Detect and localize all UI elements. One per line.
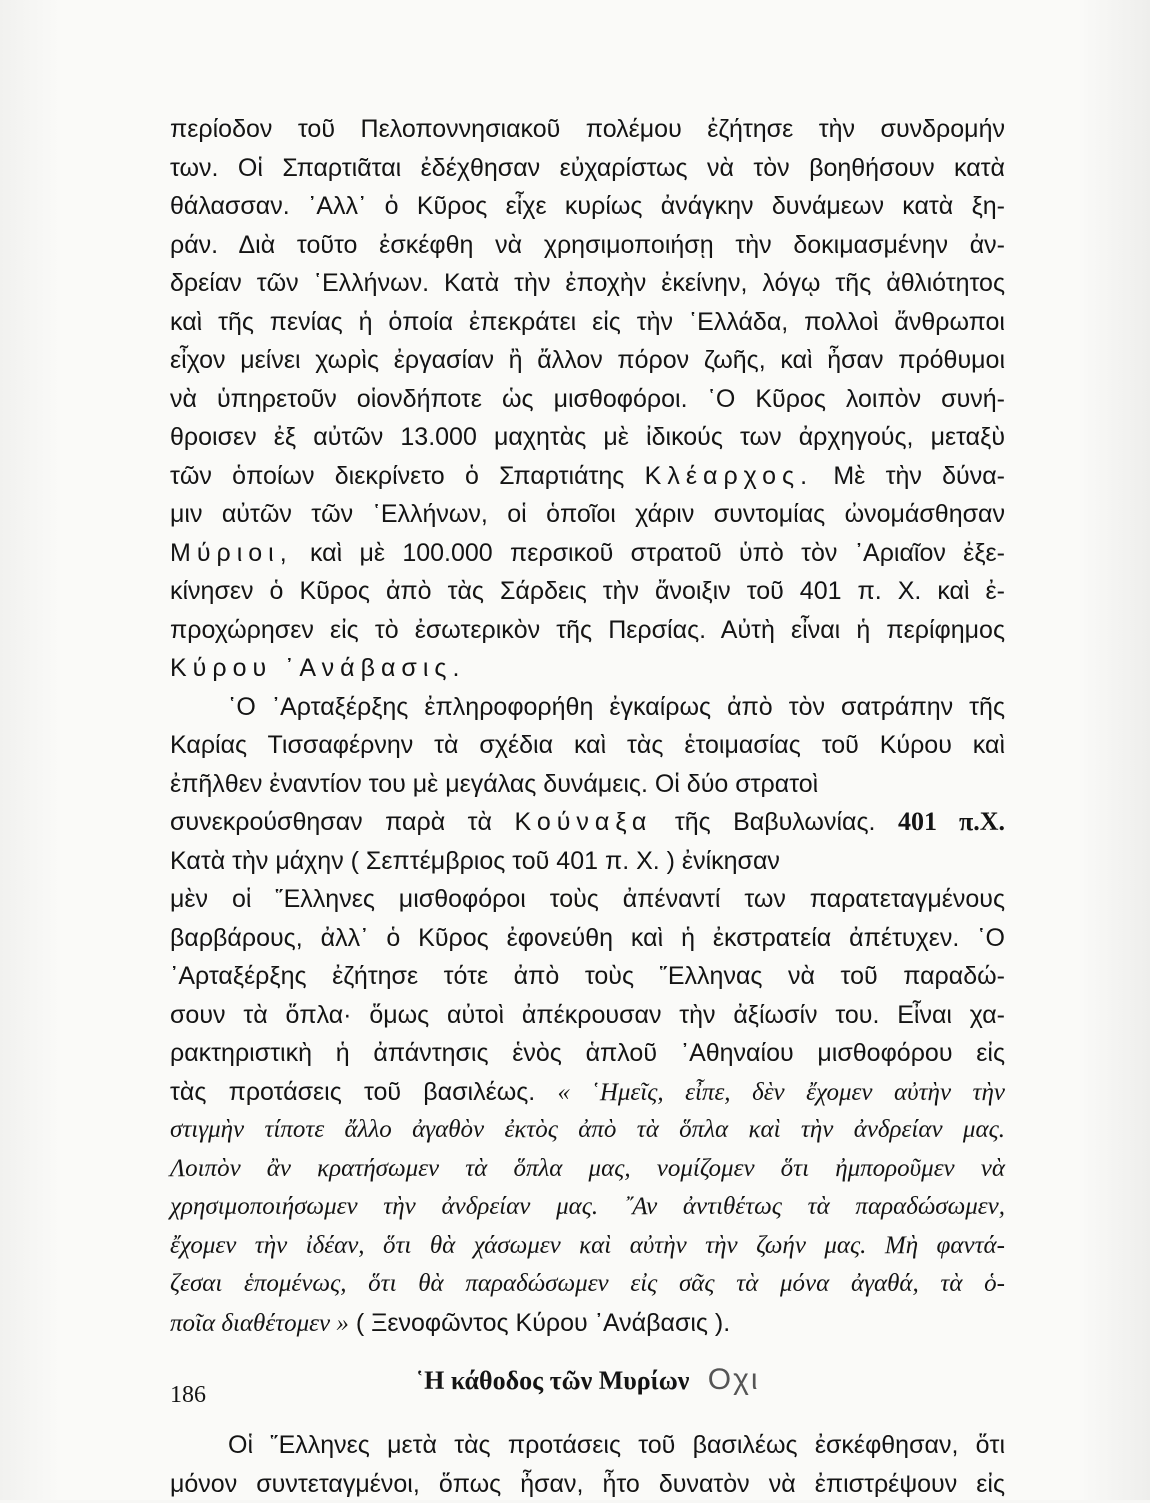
text-line: νὰ ὑπηρετοῦν οἱονδήποτε ὡς μισθοφόροι. ῾Ο Κῦρος λοιπὸν συνή- — [170, 380, 1005, 419]
section-heading — [170, 1348, 1005, 1412]
text-line — [170, 457, 1005, 496]
spaced-name: Κούναξα — [514, 808, 652, 836]
text-line: ᾿Αρταξέρξης ἐζήτησε τότε ἀπὸ τοὺς ῞Ελληνας νὰ τοῦ παραδώ- — [170, 957, 1005, 996]
text-segment: τῶν ὁποίων διεκρίνετο ὁ Σπαρτιάτης — [170, 462, 624, 490]
text-line: βαρβάρους, ἀλλ᾿ ὁ Κῦρος ἐφονεύθη καὶ ἡ ἐκστρατεία ἀπέτυχεν. ῾Ο — [170, 919, 1005, 958]
text-segment: καὶ μὲ 100.000 περσικοῦ στρατοῦ ὑπὸ τὸν ᾿Αριαῖον ἐξε- — [310, 539, 1005, 567]
text-line — [170, 803, 1005, 842]
text-line: ἐπῆλθεν ἐναντίον του μὲ μεγάλας δυνάμεις. Οἱ δύο στρατοὶ — [170, 765, 1005, 804]
paragraph-start: Οἱ ῞Ελληνες μετὰ τὰς προτάσεις τοῦ βασιλέως ἐσκέφθησαν, ὅτι — [170, 1426, 1005, 1465]
quote-line: στιγμὴν τίποτε ἄλλο ἀγαθὸν ἐκτὸς ἀπὸ τὰ ὅπλα καὶ τὴν ἀνδρείαν μας. — [170, 1111, 1005, 1150]
quote-line: χρησιμοποιήσωμεν τὴν ἀνδρείαν μας. ῎Αν ἀντιθέτως τὰ παραδώσωμεν, — [170, 1188, 1005, 1227]
text-line: σουν τὰ ὅπλα· ὅμως αὐτοὶ ἀπέκρουσαν τὴν ἀξίωσίν του. Εἶναι χα- — [170, 996, 1005, 1035]
text-segment: τῆς Βαβυλωνίας. — [675, 808, 876, 836]
spaced-name: Κλέαρχος. — [645, 462, 813, 490]
text-line — [170, 1304, 1005, 1343]
text-line: θροισεν ἐξ αὐτῶν 13.000 μαχητὰς μὲ ἰδικούς των ἀρχηγούς, μεταξὺ — [170, 418, 1005, 457]
text-segment: τὰς προτάσεις τοῦ βασιλέως. — [170, 1078, 535, 1106]
text-line: μόνον συντεταγμένοι, ὅπως ἦσαν, ἦτο δυνατὸν νὰ ἐπιστρέψουν εἰς — [170, 1465, 1005, 1503]
text-line: μὲν οἱ ῞Ελληνες μισθοφόροι τοὺς ἀπέναντί των παρατεταγμένους — [170, 880, 1005, 919]
text-line: Κατὰ τὴν μάχην ( Σεπτέμβριος τοῦ 401 π. Χ. ) ἐνίκησαν — [170, 842, 1005, 881]
spaced-name: Κύρου ᾿Ανάβασις. — [170, 654, 465, 682]
text-line: Καρίας Τισσαφέρνην τὰ σχέδια καὶ τὰς ἑτοιμασίας τοῦ Κύρου καὶ — [170, 726, 1005, 765]
quote-source: ( Ξενοφῶντος Κύρου ᾿Ανάβασις ). — [356, 1309, 730, 1337]
text-line: δρείαν τῶν ῾Ελλήνων. Κατὰ τὴν ἐποχὴν ἐκείνην, λόγῳ τῆς ἀθλιότητος — [170, 264, 1005, 303]
text-line: θάλασσαν. ᾿Αλλ᾿ ὁ Κῦρος εἶχε κυρίως ἀνάγκην δυνάμεων κατὰ ξη- — [170, 187, 1005, 226]
text-line: καὶ τῆς πενίας ἡ ὁποία ἐπεκράτει εἰς τὴν ῾Ελλάδα, πολλοὶ ἄνθρωποι — [170, 303, 1005, 342]
spacer — [170, 1412, 1005, 1426]
quote-line: ζεσαι ἑπομένως, ὅτι θὰ παραδώσωμεν εἰς σᾶς τὰ μόνα ἀγαθά, τὰ ὁ- — [170, 1265, 1005, 1304]
paragraph-start: ῾Ο ᾿Αρταξέρξης ἐπληροφορήθη ἐγκαίρως ἀπὸ τὸν σατράπην τῆς — [170, 688, 1005, 727]
handwritten-note: Οχι — [708, 1363, 760, 1396]
text-line: προχώρησεν εἰς τὸ ἐσωτερικὸν τῆς Περσίας. Αὐτὴ εἶναι ἡ περίφημος — [170, 611, 1005, 650]
margin-date: 401 π.Χ. — [898, 807, 1005, 836]
text-line: ρακτηριστικὴ ἡ ἀπάντησις ἑνὸς ἁπλοῦ ᾿Αθηναίου μισθοφόρου εἰς — [170, 1034, 1005, 1073]
quote-text: ποῖα διαθέτομεν » — [170, 1310, 349, 1337]
text-line: ράν. Διὰ τοῦτο ἐσκέφθη νὰ χρησιμοποιήσῃ τὴν δοκιμασμένην ἀν- — [170, 226, 1005, 265]
page-number: 186 — [170, 1382, 206, 1409]
text-line: εἶχον μείνει χωρὶς ἐργασίαν ἢ ἄλλον πόρον ζωῆς, καὶ ἦσαν πρόθυμοι — [170, 341, 1005, 380]
text-body — [170, 110, 1005, 1503]
quote-line: ἔχομεν τὴν ἰδέαν, ὅτι θὰ χάσωμεν καὶ αὐτὴν τὴν ζωήν μας. Μὴ φαντά- — [170, 1227, 1005, 1266]
text-line: περίοδον τοῦ Πελοποννησιακοῦ πολέμου ἐζήτησε τὴν συνδρομήν — [170, 110, 1005, 149]
text-line: κίνησεν ὁ Κῦρος ἀπὸ τὰς Σάρδεις τὴν ἄνοιξιν τοῦ 401 π. Χ. καὶ ἐ- — [170, 572, 1005, 611]
text-line: μιν αὐτῶν τῶν ῾Ελλήνων, οἱ ὁποῖοι χάριν συντομίας ὠνομάσθησαν — [170, 495, 1005, 534]
section-title: ῾Η κάθοδος τῶν Μυρίων — [415, 1366, 689, 1395]
text-line — [170, 649, 1005, 688]
text-line: των. Οἱ Σπαρτιᾶται ἐδέχθησαν εὐχαρίστως νὰ τὸν βοηθήσουν κατὰ — [170, 149, 1005, 188]
text-segment: συνεκρούσθησαν παρὰ τὰ — [170, 808, 492, 836]
spaced-name: Μύριοι, — [170, 539, 293, 567]
text-line — [170, 534, 1005, 573]
text-segment: Μὲ τὴν δύνα- — [833, 462, 1005, 490]
text-line — [170, 1073, 1005, 1112]
quote-line: Λοιπὸν ἂν κρατήσωμεν τὰ ὅπλα μας, νομίζομεν ὅτι ἠμποροῦμεν νὰ — [170, 1150, 1005, 1189]
quote-text: « ῾Ημεῖς, εἶπε, δὲν ἔχομεν αὐτὴν τὴν — [557, 1079, 1005, 1106]
